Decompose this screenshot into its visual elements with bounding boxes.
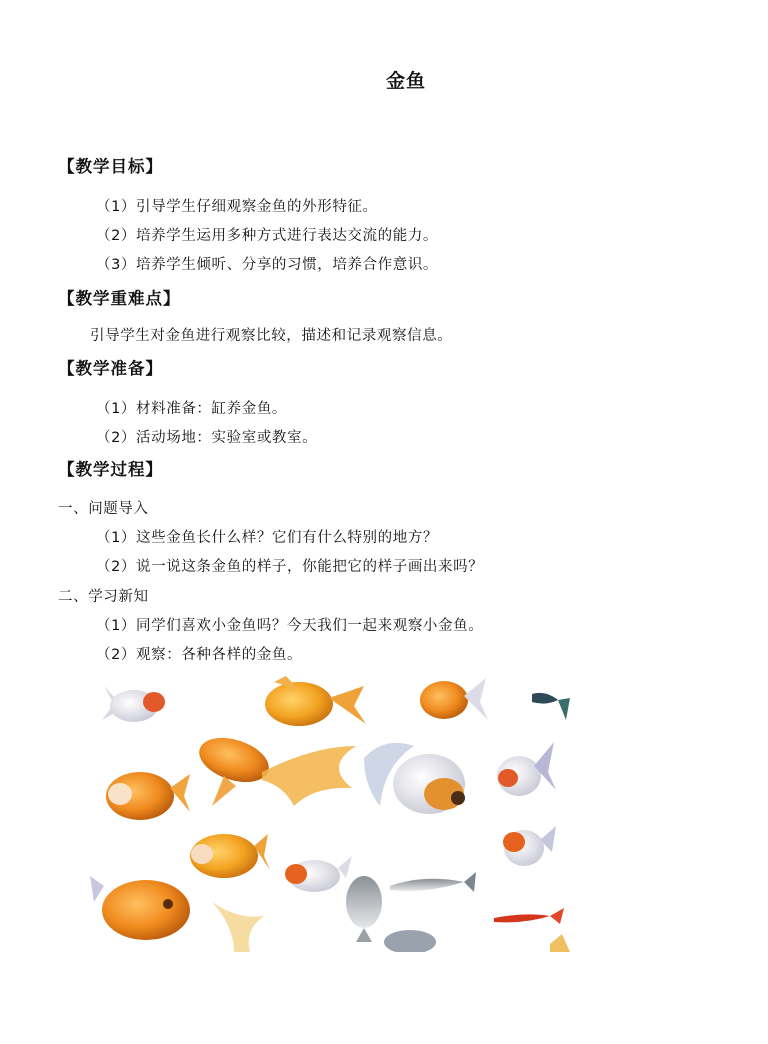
preparation-item: （2）活动场地：实验室或教室。 [96,430,318,446]
fish-red-slim [494,908,564,924]
key-points-text: 引导学生对金鱼进行观察比较，描述和记录观察信息。 [90,328,453,344]
heading-preparation: 【教学准备】 [58,359,163,378]
fish-fantail-large [194,730,356,806]
process-item: （1）同学们喜欢小金鱼吗？今天我们一起来观察小金鱼。 [96,618,484,634]
page-title: 金鱼 [385,70,426,92]
process-item: （2）观察：各种各样的金鱼。 [96,647,303,663]
fish-white-redcap-right [503,826,556,866]
section-title: 一、问题导入 [58,501,149,517]
preparation-item: （1）材料准备：缸养金鱼。 [96,401,288,417]
fish-white-bluetail [497,742,556,796]
fish-silver-long [390,872,476,892]
fish-redcap-small [285,856,352,892]
goal-item: （1）引导学生仔细观察金鱼的外形特征。 [96,199,378,215]
process-item: （1）这些金鱼长什么样？它们有什么特别的地方？ [96,530,439,546]
fish-gold-ranchu [190,834,270,878]
heading-key-points: 【教学重难点】 [58,289,181,308]
fish-fin-bottom [212,902,264,952]
goal-item: （2）培养学生运用多种方式进行表达交流的能力。 [96,228,439,244]
fish-grey-bottom [384,930,436,952]
process-item: （2）说一说这条金鱼的样子，你能把它的样子画出来吗？ [96,559,484,575]
fish-yellow-bottom [550,934,570,952]
fish-white-redcap [102,686,165,722]
fish-orange-big-bottom [90,876,190,940]
fish-silver-round [346,876,382,942]
fish-orange-redcap [106,772,190,820]
goldfish-collage-image [84,676,574,952]
heading-goals: 【教学目标】 [58,157,163,176]
goal-item: （3）培养学生倾听、分享的习惯，培养合作意识。 [96,257,439,273]
heading-process: 【教学过程】 [58,460,163,479]
section-title: 二、学习新知 [58,589,149,605]
fish-gold-tail [265,676,366,726]
fish-small-dark [532,693,570,720]
fish-calico-fantail [364,743,465,814]
fish-orange-white-tail [420,678,488,720]
